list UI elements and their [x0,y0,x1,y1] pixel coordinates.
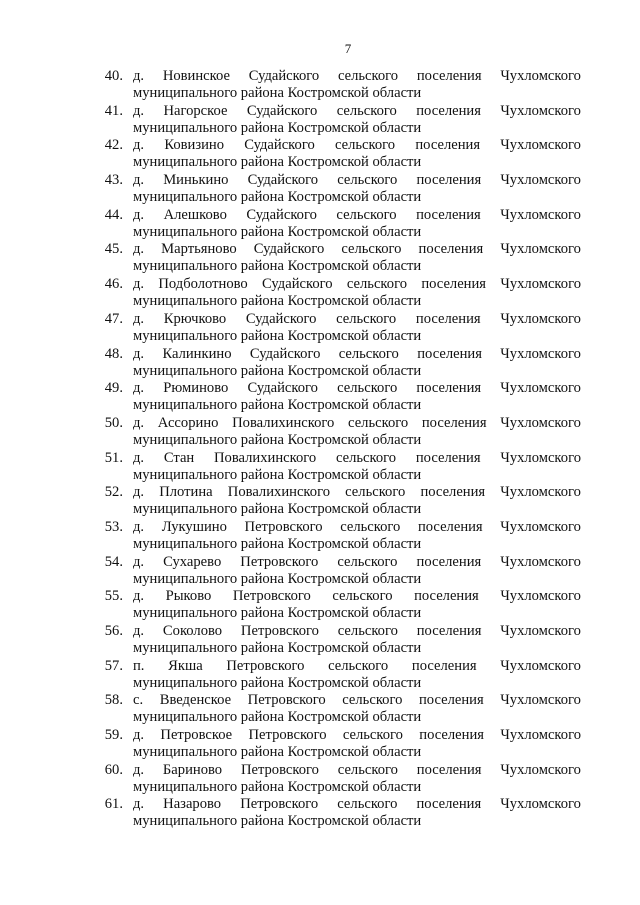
item-word: Чухломского [500,241,581,258]
list-item [0,311,640,346]
item-word: сельского [334,137,396,154]
item-word: Сухарево [163,553,222,570]
item-word: поселения [416,172,482,189]
item-word: Судайского [246,206,317,223]
item-word: Алешково [163,206,227,223]
item-word: Повалихинского [227,484,330,501]
item-line-2: муниципального района Костромской области [133,744,422,761]
item-line-1 [133,346,581,363]
item-word: Плотина [159,484,213,501]
item-word: Чухломского [500,137,581,154]
item-line-2: муниципального района Костромской области [133,813,422,830]
item-line-2: муниципального района Костромской области [133,119,422,136]
item-line-1 [133,103,581,120]
item-word: д. [133,345,145,362]
item-word: поселения [417,518,483,535]
item-line-2: муниципального района Костромской области [133,293,422,310]
item-number: 52. [104,484,123,501]
item-line-2: муниципального района Костромской области [133,327,422,344]
item-word: поселения [418,692,484,709]
item-word: Судайского [247,172,319,189]
item-word: сельского [337,553,398,570]
list-item [0,484,640,519]
item-word: Чухломского [500,102,581,119]
item-line-2: муниципального района Костромской области [133,709,422,726]
item-word: поселения [418,241,484,258]
item-word: д. [133,102,145,119]
item-word: с. [133,692,144,709]
item-word: Чухломского [500,68,581,84]
item-word: Крючково [163,310,227,327]
item-word: Петровского [240,761,319,778]
item-word: Назарово [163,796,222,813]
list-item [0,241,640,276]
item-word: Новинское [162,68,230,84]
item-word: Петровского [244,518,323,535]
item-number: 41. [104,102,123,119]
list-item [0,796,640,831]
item-word: Рыково [165,588,212,605]
item-word: поселения [419,727,484,744]
list-item [0,554,640,589]
item-word: д. [133,623,145,639]
item-number: 51. [104,449,123,466]
item-word: д. [133,761,145,778]
item-line-1 [133,172,581,189]
item-word: поселения [416,623,482,639]
item-line-1 [133,727,581,744]
item-word: Чухломского [500,345,581,362]
list-item [0,727,640,762]
item-number: 53. [104,518,123,535]
item-word: сельского [340,518,401,535]
item-word: сельского [337,796,398,813]
item-word: д. [133,276,145,293]
item-word: Чухломского [500,484,581,501]
item-line-1 [133,380,581,397]
item-line-2: муниципального района Костромской области [133,778,422,795]
item-word: поселения [415,310,481,327]
item-word: Чухломского [500,796,581,813]
item-word: Петровского [248,727,327,744]
list-item [0,623,640,658]
item-word: Чухломского [500,380,581,397]
item-number: 59. [104,727,123,744]
item-word: Ковизино [164,137,224,154]
item-word: д. [133,241,145,258]
item-word: поселения [416,68,482,84]
item-number: 57. [104,657,123,674]
item-line-2: муниципального района Костромской области [133,362,422,379]
item-word: поселения [417,345,482,362]
item-line-2: муниципального района Костромской области [133,431,422,448]
item-number: 60. [104,761,123,778]
item-word: сельского [341,241,402,258]
item-word: Чухломского [500,657,581,674]
item-line-1 [133,519,581,536]
item-line-1 [133,796,581,813]
item-word: Чухломского [500,206,581,223]
item-line-2: муниципального района Костромской области [133,605,422,622]
item-word: сельского [336,310,397,327]
item-word: сельского [336,102,397,119]
item-word: Судайского [246,102,318,119]
item-word: Повалихинского [232,414,335,431]
item-line-1 [133,623,581,640]
item-word: Нагорское [163,102,228,119]
item-line-2: муниципального района Костромской области [133,674,422,691]
item-word: поселения [415,449,481,466]
item-word: Судайского [248,68,320,84]
item-word: поселения [420,484,486,501]
item-word: Чухломского [500,414,581,431]
item-word: сельского [345,484,406,501]
item-word: д. [133,518,145,535]
item-word: сельского [335,449,397,466]
item-number: 46. [104,276,123,293]
item-number: 55. [104,588,123,605]
item-number: 40. [104,68,123,84]
item-word: Петровского [240,623,319,639]
item-word: Ассорино [157,414,219,431]
item-word: Якша [168,657,203,674]
item-number: 50. [104,414,123,431]
item-word: Чухломского [500,449,581,466]
item-word: д. [133,206,145,223]
item-word: Чухломского [500,310,581,327]
item-line-2: муниципального района Костромской области [133,189,422,206]
item-word: Чухломского [500,518,581,535]
item-word: Петровского [232,588,311,605]
item-word: Чухломского [500,692,581,709]
item-word: сельского [336,206,397,223]
item-line-1 [133,554,581,571]
item-line-1 [133,484,581,501]
item-line-2: муниципального района Костромской области [133,223,422,240]
item-line-1 [133,68,581,85]
item-word: д. [133,172,145,189]
item-word: Чухломского [500,761,581,778]
item-word: поселения [416,380,482,397]
item-word: сельского [346,276,407,293]
item-word: д. [133,137,145,154]
item-word: Петровского [226,657,305,674]
list-item [0,519,640,554]
item-word: Чухломского [500,276,581,293]
item-line-1 [133,762,581,779]
item-word: сельского [337,761,398,778]
item-word: Чухломского [500,588,581,605]
item-number: 44. [104,206,123,223]
item-line-1 [133,137,581,154]
item-line-1 [133,450,581,467]
list-item [0,137,640,172]
item-word: сельского [337,68,399,84]
item-word: поселения [416,796,482,813]
item-word: д. [133,796,145,813]
list-item [0,658,640,693]
item-word: Минькино [163,172,229,189]
item-word: Рюминово [163,380,229,397]
item-word: д. [133,727,145,744]
item-word: Лукушино [161,518,227,535]
list-item [0,207,640,242]
item-word: Судайского [245,310,317,327]
item-number: 61. [104,796,123,813]
item-word: сельского [337,623,398,639]
item-word: Мартьяново [161,241,237,258]
list-item [0,450,640,485]
item-word: поселения [416,102,481,119]
item-word: Стан [163,449,195,466]
item-number: 56. [104,623,123,639]
settlement-list [0,68,640,831]
item-word: Судайского [244,137,315,154]
list-item [0,380,640,415]
item-word: д. [133,414,145,431]
item-word: д. [133,68,145,84]
item-word: Судайского [253,241,325,258]
item-number: 54. [104,553,123,570]
item-word: Чухломского [500,727,581,744]
item-line-2: муниципального района Костромской области [133,466,422,483]
item-number: 48. [104,345,123,362]
item-word: поселения [416,206,481,223]
item-word: Петровского [240,796,319,813]
item-number: 49. [104,380,123,397]
item-word: Введенское [159,692,232,709]
item-word: д. [133,588,145,605]
item-number: 45. [104,241,123,258]
list-item [0,762,640,797]
list-item [0,172,640,207]
item-word: сельского [337,380,398,397]
item-word: Судайского [247,380,318,397]
item-line-1 [133,311,581,328]
item-word: сельского [338,345,399,362]
item-word: Судайского [249,345,321,362]
item-word: поселения [411,657,477,674]
item-word: Судайского [262,276,333,293]
item-word: Чухломского [500,172,581,189]
item-word: поселения [416,553,482,570]
item-word: д. [133,553,145,570]
item-word: Петровского [240,553,319,570]
item-word: Петровского [247,692,326,709]
list-item [0,68,640,103]
list-item [0,276,640,311]
item-line-2: муниципального района Костромской области [133,85,422,101]
list-item [0,103,640,138]
item-word: Соколово [162,623,223,639]
item-line-2: муниципального района Костромской области [133,535,422,552]
item-word: д. [133,310,145,327]
item-line-1 [133,658,581,675]
item-number: 43. [104,172,123,189]
item-word: д. [133,449,145,466]
item-line-2: муниципального района Костромской области [133,570,422,587]
item-word: Подболотново [158,276,248,293]
item-word: Бариново [162,761,223,778]
page-number: 7 [344,41,352,56]
item-word: поселения [416,761,482,778]
item-line-1 [133,692,581,709]
item-word: сельского [342,692,403,709]
item-line-1 [133,276,581,293]
item-line-1 [133,207,581,224]
item-number: 58. [104,692,123,709]
list-item [0,415,640,450]
item-line-1 [133,415,581,432]
item-word: сельского [328,657,389,674]
item-word: Калинкино [162,345,232,362]
item-word: Повалихинского [214,449,317,466]
item-word: д. [133,380,145,397]
item-word: сельского [342,727,403,744]
item-word: д. [133,484,145,501]
item-line-2: муниципального района Костромской области [133,154,422,171]
item-word: Чухломского [500,553,581,570]
item-word: поселения [421,276,487,293]
item-word: поселения [421,414,487,431]
item-word: сельского [332,588,393,605]
item-word: Петровское [160,727,233,744]
item-word: сельского [337,172,398,189]
item-word: Чухломского [500,623,581,639]
item-line-1 [133,588,581,605]
item-word: п. [133,657,145,674]
item-number: 47. [104,310,123,327]
item-line-2: муниципального района Костромской области [133,640,422,656]
item-line-1 [133,241,581,258]
item-line-2: муниципального района Костромской области [133,397,422,414]
item-word: сельского [348,414,409,431]
item-word: поселения [414,588,479,605]
list-item [0,588,640,623]
list-item [0,346,640,381]
item-line-2: муниципального района Костромской области [133,501,422,518]
item-word: поселения [415,137,481,154]
item-line-2: муниципального района Костромской области [133,258,422,275]
list-item [0,692,640,727]
item-number: 42. [104,137,123,154]
